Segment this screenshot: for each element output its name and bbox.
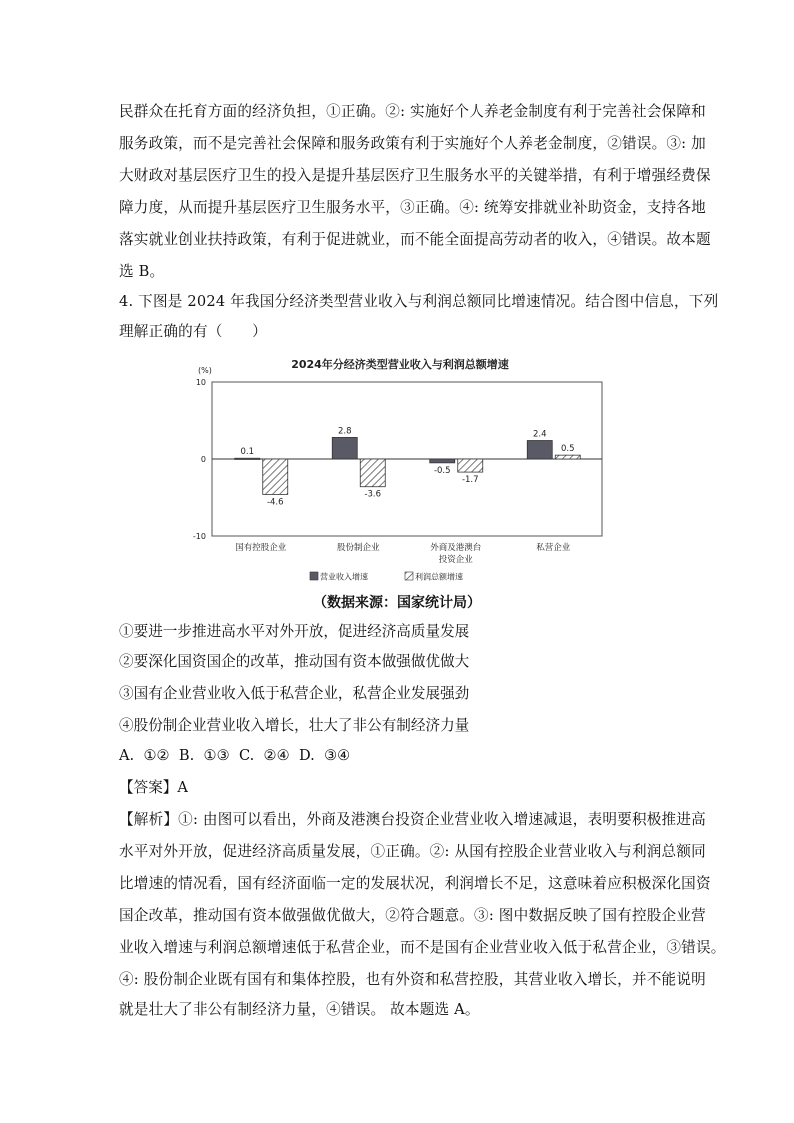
option-1: ①要进一步推进高水平对外开放，促进经济高质量发展 bbox=[119, 623, 470, 640]
legend-label: 营业收入增速 bbox=[320, 572, 368, 582]
question-line: 理解正确的有（ ） bbox=[119, 323, 267, 340]
text-line: 大财政对基层医疗卫生的投入是提升基层医疗卫生服务水平的关键举措，有利于增强经费保 bbox=[119, 167, 711, 184]
revenue-growth-bar bbox=[527, 441, 552, 459]
chart-title: 2024年分经济类型营业收入与利润总额增速 bbox=[291, 358, 509, 371]
text-line: 选 B。 bbox=[119, 263, 165, 280]
category-label: 外商及港澳台 bbox=[430, 543, 482, 553]
bar-value-label: -0.5 bbox=[433, 465, 451, 476]
y-axis-unit: (%) bbox=[198, 366, 212, 375]
bar-value-label: 2.4 bbox=[532, 429, 547, 440]
text-line: 障力度，从而提升基层医疗卫生服务水平，③正确。④: 统筹安排就业补助资金，支持各地 bbox=[119, 199, 706, 216]
profit-growth-bar bbox=[360, 459, 385, 487]
answer-label: 【答案】A bbox=[119, 779, 188, 796]
revenue-growth-bar bbox=[430, 459, 455, 463]
analysis-line: 业收入增速与利润总额增速低于私营企业，而不是国有企业营业收入低于私营企业，③错误。 bbox=[119, 939, 726, 956]
category-label: 国有控股企业 bbox=[235, 543, 287, 553]
analysis-line: 国企改革，推动国有资本做强做优做大，②符合题意。③: 图中数据反映了国有控股企业营 bbox=[119, 907, 706, 924]
analysis-line: 水平对外开放，促进经济高质量发展，①正确。②: 从国有控股企业营业收入与利润总额同 bbox=[119, 843, 706, 860]
text-line: 服务政策，而不是完善社会保障和服务政策有利于实施好个人养老金制度，②错误。③: 加 bbox=[119, 135, 706, 152]
analysis-line: 就是壮大了非公有制经济力量，④错误。 故本题选 A。 bbox=[119, 1001, 480, 1018]
analysis-line: 比增速的情况看，国有经济面临一定的发展状况，利润增长不足，这意味着应积极深化国资 bbox=[119, 875, 711, 892]
option-2: ②要深化国资国企的改革，推动国有资本做强做优做大 bbox=[119, 653, 470, 670]
text-line: 落实就业创业扶持政策，有利于促进就业，而不能全面提高劳动者的收入，④错误。故本题 bbox=[119, 231, 711, 248]
bar-value-label: 0.5 bbox=[560, 444, 575, 455]
text-line: 民群众在托育方面的经济负担，①正确。②: 实施好个人养老金制度有利于完善社会保障和 bbox=[119, 103, 706, 120]
revenue-growth-bar bbox=[235, 458, 260, 459]
bar-chart bbox=[190, 350, 610, 586]
analysis-line: ④: 股份制企业既有国有和集体控股，也有外资和私营控股，其营业收入增长，并不能说明 bbox=[119, 971, 706, 988]
profit-growth-bar bbox=[263, 459, 288, 494]
category-label: 股份制企业 bbox=[336, 543, 380, 553]
option-3: ③国有企业营业收入低于私营企业，私营企业发展强劲 bbox=[119, 685, 470, 702]
bar-value-label: 2.8 bbox=[337, 426, 352, 437]
category-label: 投资企业 bbox=[438, 555, 473, 565]
question-line: 4. 下图是 2024 年我国分经济类型营业收入与利润总额同比增速情况。结合图中信息，下列 bbox=[119, 293, 719, 310]
revenue-growth-bar bbox=[332, 437, 357, 459]
bar-value-label: -4.6 bbox=[266, 497, 284, 508]
y-tick-label: -10 bbox=[192, 532, 206, 541]
category-label: 私营企业 bbox=[536, 543, 571, 553]
bar-value-label: -1.7 bbox=[461, 475, 479, 486]
legend-swatch-revenue bbox=[310, 572, 318, 580]
legend-label: 利润总额增速 bbox=[415, 572, 463, 582]
legend-swatch-profit bbox=[405, 572, 413, 580]
profit-growth-bar bbox=[555, 455, 580, 459]
analysis-line: 【解析】①: 由图可以看出，外商及港澳台投资企业营业收入增速减退，表明要积极推进高 bbox=[119, 811, 706, 828]
bar-value-label: 0.1 bbox=[240, 447, 255, 458]
answer-choices: A. ①② B. ①③ C. ②④ D. ③④ bbox=[119, 747, 351, 764]
bar-value-label: -3.6 bbox=[364, 489, 382, 500]
y-tick-label: 0 bbox=[200, 455, 206, 464]
profit-growth-bar bbox=[458, 459, 483, 472]
y-tick-label: 10 bbox=[195, 378, 206, 387]
data-source-note: （数据来源：国家统计局） bbox=[313, 595, 481, 611]
option-4: ④股份制企业营业收入增长，壮大了非公有制经济力量 bbox=[119, 717, 470, 734]
